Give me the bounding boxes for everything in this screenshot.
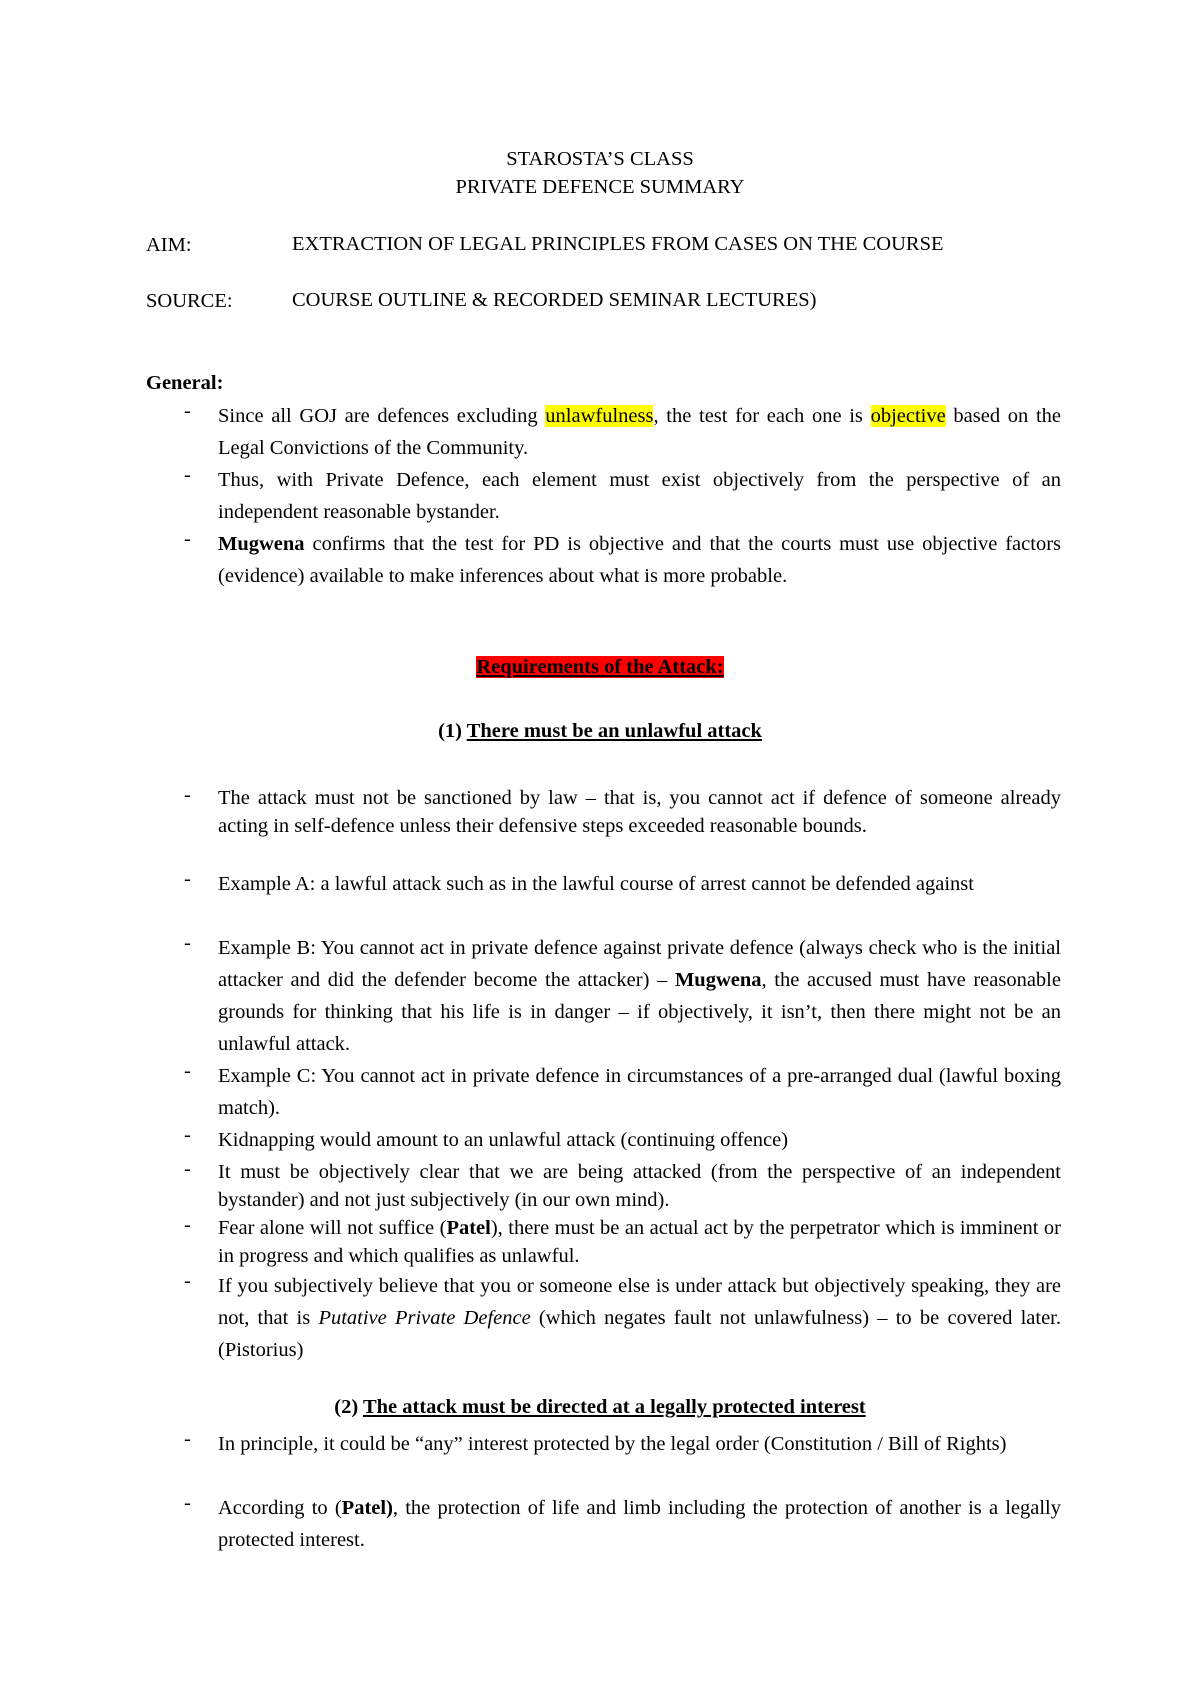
bullet-text: Mugwena confirms that the test for PD is objective and that the courts must use objective factors (evidence) available to make inferences about what is more probable.	[218, 533, 1061, 587]
document-subtitle: PRIVATE DEFENCE SUMMARY	[455, 176, 745, 198]
bullet-dash: -	[184, 1428, 191, 1450]
bullet-text: Example A: a lawful attack such as in the lawful course of arrest cannot be defended against	[218, 873, 974, 895]
bullet-dash: -	[184, 1270, 191, 1292]
bullet-dash: -	[184, 464, 191, 486]
req1-heading: (1) There must be an unlawful attack	[438, 720, 762, 742]
bullet-text: Example B: You cannot act in private defence against private defence (always check who is the initial attacker and did the defender become the attacker) – Mugwena, the accused must have reasonable grounds for thinking that his life is in danger – if objectively, it isn’t, then there might not be an unlawful attack.	[218, 937, 1061, 1055]
aim-label: AIM:	[146, 234, 192, 256]
bullet-dash: -	[184, 400, 191, 422]
bullet-text: It must be objectively clear that we are being attacked (from the perspective of an independent bystander) and not just subjectively (in our own mind).	[218, 1161, 1061, 1211]
source-label: SOURCE:	[146, 290, 233, 312]
bullet-text: Since all GOJ are defences excluding unlawfulness, the test for each one is objective based on the Legal Convictions of the Community.	[218, 405, 1061, 459]
aim-value: EXTRACTION OF LEGAL PRINCIPLES FROM CASES ON THE COURSE	[292, 233, 944, 255]
general-heading: General:	[146, 372, 224, 394]
bullet-dash: -	[184, 1060, 191, 1082]
bullet-text: Thus, with Private Defence, each element must exist objectively from the perspective of an independent reasonable bystander.	[218, 469, 1061, 523]
highlight-unlawfulness: unlawfulness	[545, 405, 654, 427]
bullet-text: Example C: You cannot act in private defence in circumstances of a pre-arranged dual (lawful boxing match).	[218, 1065, 1061, 1119]
bullet-text: According to (Patel), the protection of life and limb including the protection of another is a legally protected interest.	[218, 1497, 1062, 1551]
bullet-text: In principle, it could be “any” interest protected by the legal order (Constitution / Bill of Rights)	[218, 1433, 1007, 1455]
bullet-text: Kidnapping would amount to an unlawful attack (continuing offence)	[218, 1129, 789, 1151]
bullet-dash: -	[184, 1214, 191, 1236]
requirements-heading: Requirements of the Attack:	[476, 656, 724, 678]
bullet-dash: -	[184, 932, 191, 954]
bullet-dash: -	[184, 1124, 191, 1146]
bullet-dash: -	[184, 1158, 191, 1180]
bullet-text: Fear alone will not suffice (Patel), there must be an actual act by the perpetrator which is imminent or in progress and which qualifies as unlawful.	[218, 1217, 1061, 1267]
bullet-dash: -	[184, 784, 191, 806]
document-title: STAROSTA’S CLASS	[506, 148, 694, 170]
bullet-text: If you subjectively believe that you or someone else is under attack but objectively speaking, they are not, that is Putative Private Defence (which negates fault not unlawfulness) – to be covered later. (Pistorius)	[218, 1275, 1062, 1361]
bullet-text: The attack must not be sanctioned by law – that is, you cannot act if defence of someone already acting in self-defence unless their defensive steps exceeded reasonable bounds.	[218, 787, 1061, 837]
highlight-objective: objective	[870, 405, 946, 427]
bullet-dash: -	[184, 1492, 191, 1514]
source-value: COURSE OUTLINE & RECORDED SEMINAR LECTURES)	[292, 289, 817, 311]
bullet-dash: -	[184, 528, 191, 550]
req2-heading: (2) The attack must be directed at a legally protected interest	[334, 1396, 866, 1418]
bullet-dash: -	[184, 868, 191, 890]
